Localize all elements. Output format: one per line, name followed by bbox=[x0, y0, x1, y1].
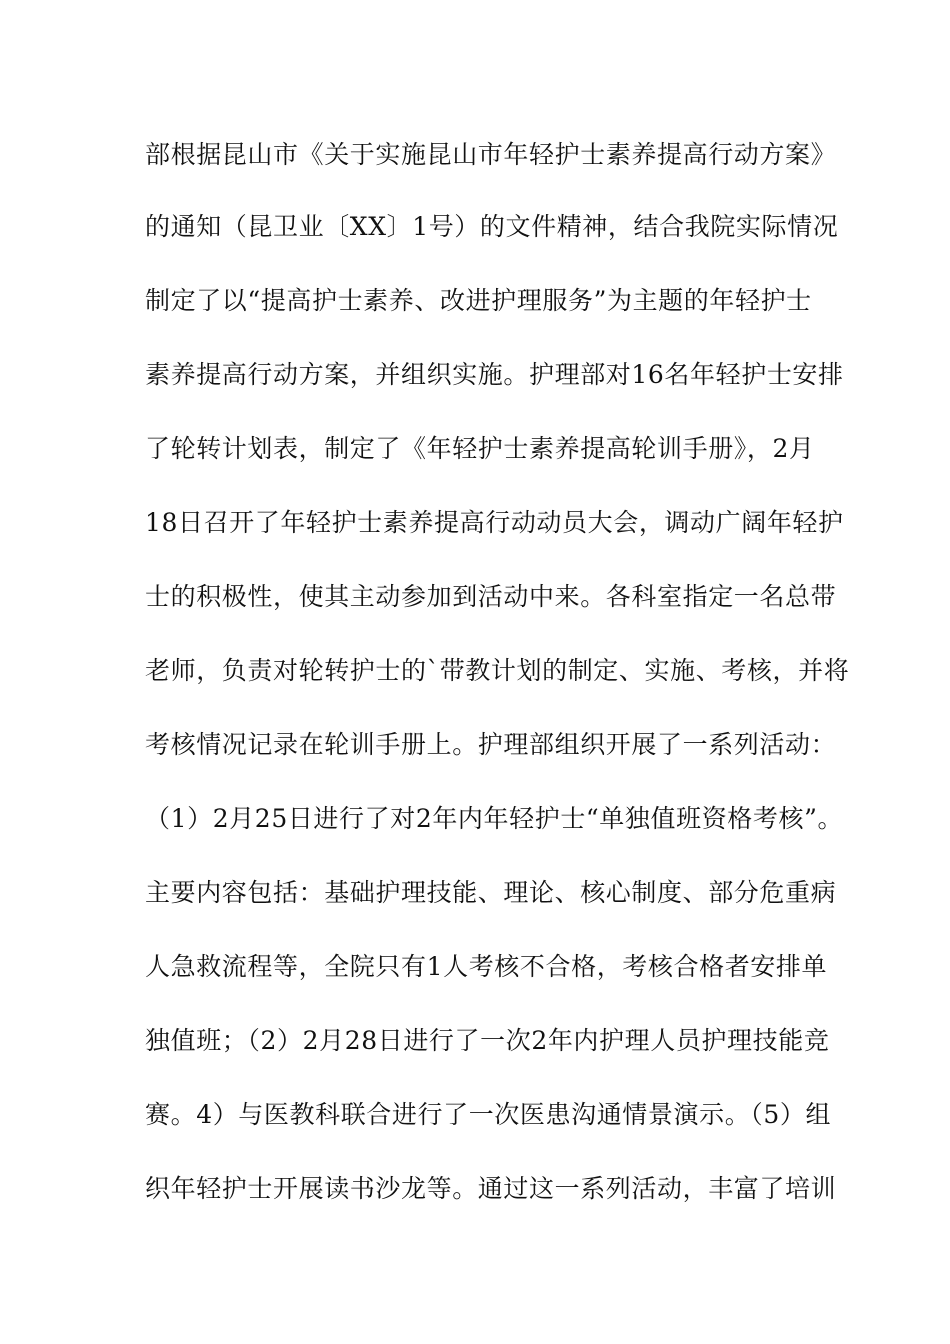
text-line: 主要内容包括：基础护理技能、理论、核心制度、部分危重病 bbox=[145, 878, 837, 907]
text-line: 了轮转计划表，制定了《年轻护士素养提高轮训手册》，2月 bbox=[145, 434, 815, 463]
text-line: 织年轻护士开展读书沙龙等。通过这一系列活动，丰富了培训 bbox=[145, 1174, 837, 1203]
text-line: 赛。4）与医教科联合进行了一次医患沟通情景演示。（5）组 bbox=[145, 1100, 832, 1129]
text-line: 士的积极性，使其主动参加到活动中来。各科室指定一名总带 bbox=[145, 582, 837, 611]
text-line: 的通知（昆卫业〔XX〕1号）的文件精神，结合我院实际情况 bbox=[145, 212, 839, 241]
text-line: 素养提高行动方案，并组织实施。护理部对16名年轻护士安排 bbox=[145, 360, 844, 389]
text-line: 部根据昆山市《关于实施昆山市年轻护士素养提高行动方案》 bbox=[145, 140, 837, 169]
text-line: 18日召开了年轻护士素养提高行动动员大会，调动广阔年轻护 bbox=[145, 508, 844, 537]
text-line: 老师，负责对轮转护士的`带教计划的制定、实施、考核，并将 bbox=[145, 656, 850, 685]
text-line: 考核情况记录在轮训手册上。护理部组织开展了一系列活动： bbox=[145, 730, 837, 759]
text-line: 人急救流程等，全院只有1人考核不合格，考核合格者安排单 bbox=[145, 952, 828, 981]
text-line: 独值班；（2）2月28日进行了一次2年内护理人员护理技能竞 bbox=[145, 1026, 830, 1055]
text-line: 制定了以“提高护士素养、改进护理服务”为主题的年轻护士 bbox=[145, 286, 812, 315]
text-line: （1）2月25日进行了对2年内年轻护士“单独值班资格考核”。 bbox=[145, 804, 844, 833]
